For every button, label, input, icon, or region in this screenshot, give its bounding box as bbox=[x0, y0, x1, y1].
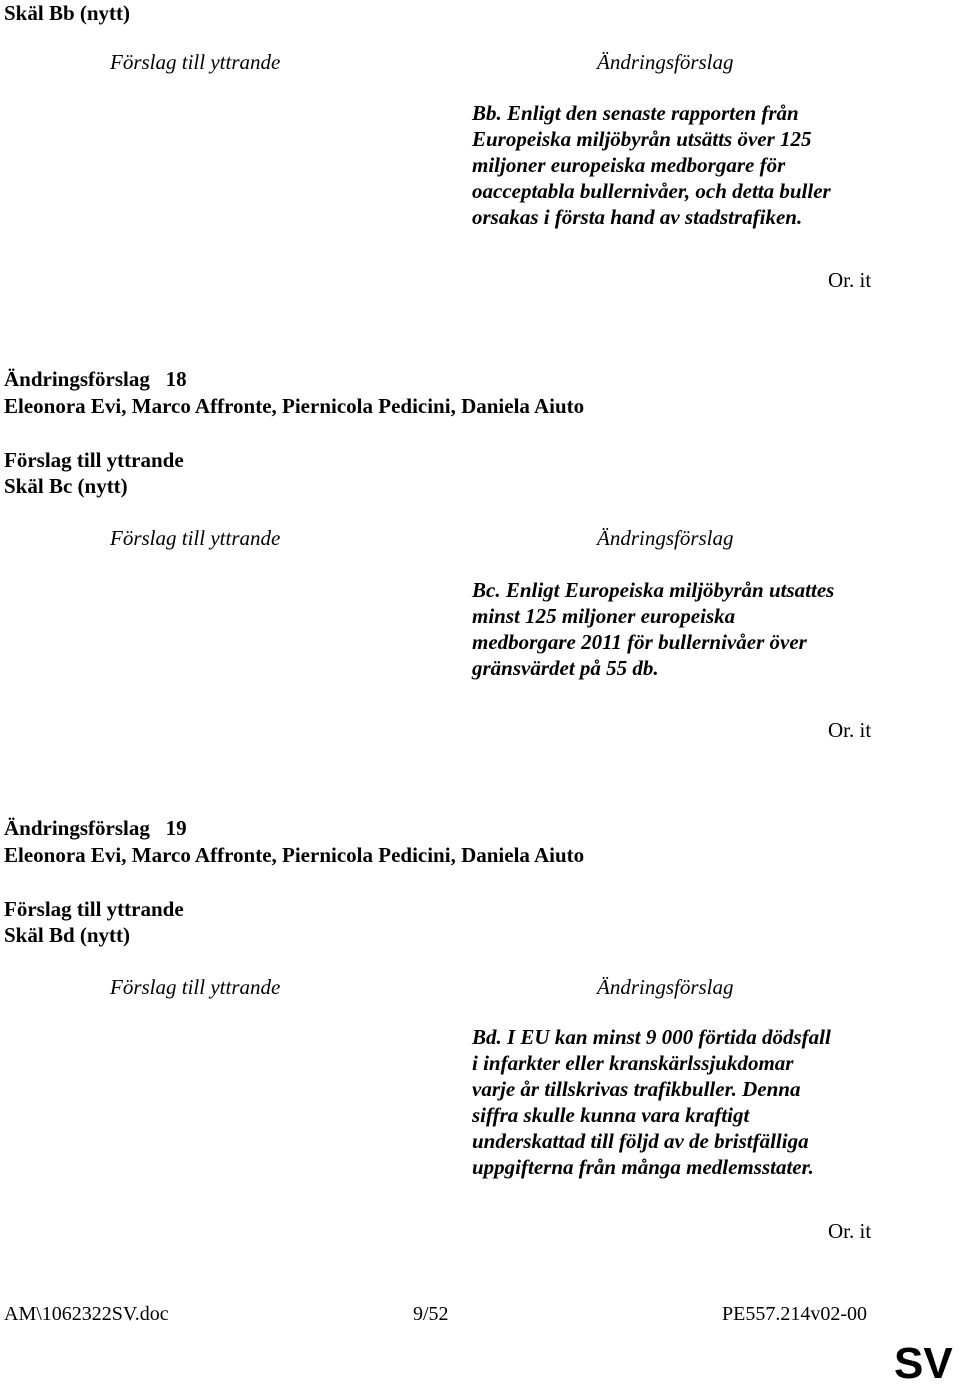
amendment-text-line: minst 125 miljoner europeiska bbox=[472, 604, 736, 628]
amendment-text-line: orsakas i första hand av stadstrafiken. bbox=[472, 205, 803, 229]
amendment-text-line: varje år tillskrivas trafikbuller. Denna bbox=[472, 1077, 801, 1101]
amendment-label: Ändringsförslag bbox=[4, 816, 150, 840]
recital-heading: Skäl Bd (nytt) bbox=[4, 923, 131, 947]
amendment-text-line: miljoner europeiska medborgare för bbox=[472, 153, 786, 177]
recital-heading: Skäl Bb (nytt) bbox=[4, 1, 131, 25]
footer-pe-ref: PE557.214v02-00 bbox=[722, 1303, 867, 1325]
amendment-text-line: underskattad till följd av de bristfälliga bbox=[472, 1129, 809, 1153]
amendment-text bbox=[472, 100, 882, 230]
document-type: Förslag till yttrande bbox=[4, 448, 184, 472]
amendment-text bbox=[472, 577, 882, 681]
column-header-amendment: Ändringsförslag bbox=[597, 975, 734, 999]
amendment-text-line: oacceptabla bullernivåer, och detta buller bbox=[472, 179, 831, 203]
recital-heading: Skäl Bc (nytt) bbox=[4, 474, 128, 498]
column-header-draft-opinion: Förslag till yttrande bbox=[110, 526, 281, 550]
amendment-title bbox=[4, 815, 187, 841]
original-language: Or. it bbox=[828, 718, 872, 742]
amendment-text-line: Bc. Enligt Europeiska miljöbyrån utsattes bbox=[472, 578, 835, 602]
original-language: Or. it bbox=[828, 268, 872, 292]
amendment-text-line: medborgare 2011 för bullernivåer över bbox=[472, 630, 807, 654]
amendment-text-line: uppgifterna från många medlemsstater. bbox=[472, 1155, 814, 1179]
amendment-title bbox=[4, 366, 187, 392]
column-header-amendment: Ändringsförslag bbox=[597, 50, 734, 74]
amendment-authors: Eleonora Evi, Marco Affronte, Piernicola Pedicini, Daniela Aiuto bbox=[4, 843, 585, 867]
amendment-text-line: Europeiska miljöbyrån utsätts över 125 bbox=[472, 127, 812, 151]
amendment-text-line: i infarkter eller kranskärlssjukdomar bbox=[472, 1051, 794, 1075]
document-type: Förslag till yttrande bbox=[4, 897, 184, 921]
amendment-text bbox=[472, 1024, 882, 1180]
column-header-draft-opinion: Förslag till yttrande bbox=[110, 975, 281, 999]
amendment-number: 19 bbox=[165, 816, 187, 840]
original-language: Or. it bbox=[828, 1219, 872, 1243]
column-header-draft-opinion: Förslag till yttrande bbox=[110, 50, 281, 74]
footer-language-code: SV bbox=[894, 1339, 953, 1388]
amendment-label: Ändringsförslag bbox=[4, 367, 150, 391]
footer-page-number: 9/52 bbox=[413, 1303, 449, 1325]
amendment-text-line: gränsvärdet på 55 db. bbox=[472, 656, 659, 680]
amendment-text-line: Bd. I EU kan minst 9 000 förtida dödsfall bbox=[472, 1025, 831, 1049]
column-header-amendment: Ändringsförslag bbox=[597, 526, 734, 550]
amendment-number: 18 bbox=[165, 367, 187, 391]
amendment-authors: Eleonora Evi, Marco Affronte, Piernicola Pedicini, Daniela Aiuto bbox=[4, 394, 585, 418]
amendment-text-line: siffra skulle kunna vara kraftigt bbox=[472, 1103, 750, 1127]
amendment-text-line: Bb. Enligt den senaste rapporten från bbox=[472, 101, 799, 125]
footer-doc-ref: AM\1062322SV.doc bbox=[4, 1303, 169, 1325]
